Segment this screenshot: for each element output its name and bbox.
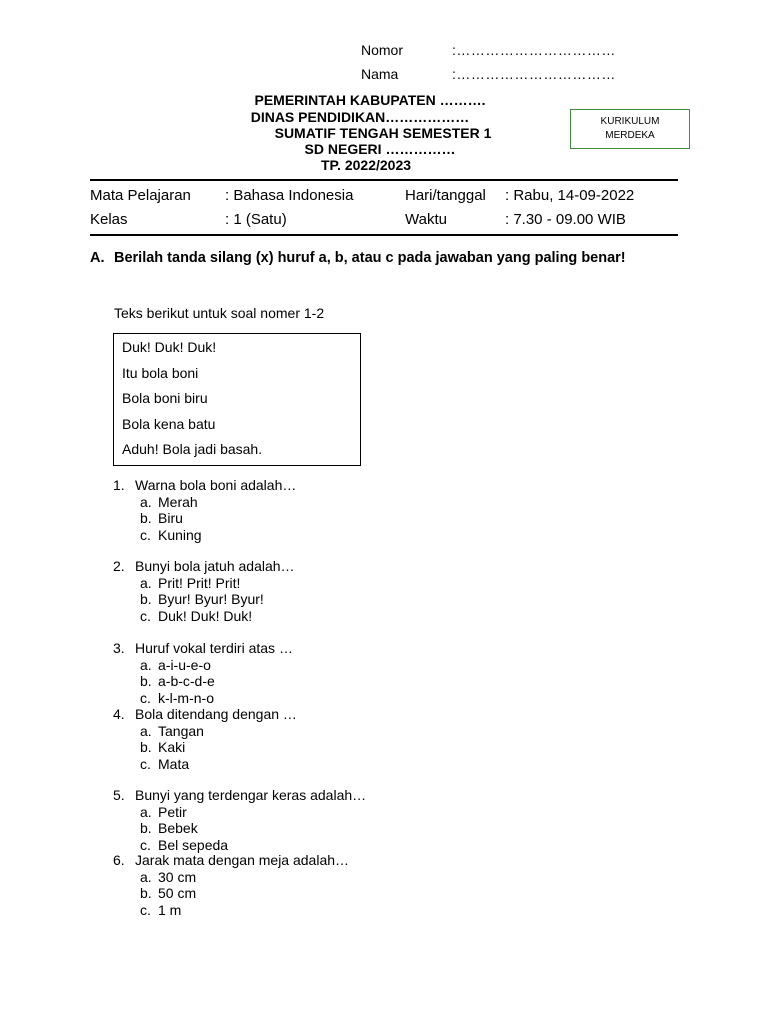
time-label: Waktu bbox=[405, 211, 447, 228]
option-c[interactable]: c. Duk! Duk! Duk! bbox=[140, 607, 253, 624]
passage-line: Duk! Duk! Duk! bbox=[122, 339, 217, 355]
option-b[interactable]: b. a-b-c-d-e bbox=[140, 673, 215, 689]
option-b[interactable]: b. Biru bbox=[140, 510, 183, 526]
header-government: PEMERINTAH KABUPATEN ………. bbox=[254, 92, 486, 108]
option-a[interactable]: a. Tangan bbox=[140, 722, 204, 739]
curriculum-badge bbox=[570, 109, 690, 149]
option-b[interactable]: b. Kaki bbox=[140, 739, 186, 755]
question-text: Warna bola boni adalah… bbox=[135, 477, 297, 493]
section-a-instruction-text: Berilah tanda silang (x) huruf a, b, atau c pada jawaban yang paling benar! bbox=[114, 250, 626, 266]
option-c[interactable]: c. Bel sepeda bbox=[140, 836, 229, 853]
badge-line-1: KURIKULUM bbox=[600, 116, 660, 127]
nomor-label: Nomor bbox=[361, 42, 404, 58]
option-c[interactable]: c. 1 m bbox=[140, 901, 182, 918]
subject-label: Mata Pelajaran bbox=[90, 187, 191, 204]
passage-intro: Teks berikut untuk soal nomer 1-2 bbox=[114, 305, 325, 321]
option-c[interactable]: c. Mata bbox=[140, 755, 190, 772]
header-department: DINAS PENDIDIKAN……………… bbox=[250, 109, 470, 125]
top-divider bbox=[90, 179, 678, 181]
class-label: Kelas bbox=[90, 211, 128, 228]
header-school: SD NEGERI …………… bbox=[304, 141, 456, 157]
option-b[interactable]: b. 50 cm bbox=[140, 885, 197, 901]
option-a[interactable]: a. 30 cm bbox=[140, 868, 197, 885]
option-b[interactable]: b. Bebek bbox=[140, 820, 198, 836]
option-c[interactable]: c. k-l-m-n-o bbox=[140, 689, 214, 706]
class-value: : 1 (Satu) bbox=[225, 211, 287, 228]
option-b[interactable]: b. Byur! Byur! Byur! bbox=[140, 591, 264, 607]
question-number: 2. bbox=[113, 558, 125, 574]
nama-label: Nama bbox=[361, 66, 399, 82]
bottom-divider bbox=[90, 234, 678, 236]
question-number: 1. bbox=[113, 477, 125, 493]
question-number: 3. bbox=[113, 640, 125, 656]
option-a[interactable]: a. Merah bbox=[140, 493, 198, 510]
passage-line: Bola boni biru bbox=[122, 390, 208, 406]
question-text: Jarak mata dengan meja adalah… bbox=[135, 852, 350, 868]
nomor-field[interactable]: :…………………………… bbox=[452, 42, 616, 58]
question-number: 5. bbox=[113, 787, 125, 803]
header-exam-title: SUMATIF TENGAH SEMESTER 1 bbox=[274, 125, 492, 141]
date-value: : Rabu, 14-09-2022 bbox=[505, 187, 635, 204]
option-a[interactable]: a. Prit! Prit! Prit! bbox=[140, 574, 241, 591]
question-text: Bunyi bola jatuh adalah… bbox=[135, 558, 295, 574]
question-text: Huruf vokal terdiri atas … bbox=[135, 640, 293, 656]
question-text: Bunyi yang terdengar keras adalah… bbox=[135, 787, 367, 803]
option-a[interactable]: a. a-i-u-e-o bbox=[140, 656, 211, 673]
passage-line: Itu bola boni bbox=[122, 364, 199, 381]
subject-value: : Bahasa Indonesia bbox=[225, 187, 354, 204]
passage-line: Bola kena batu bbox=[122, 415, 216, 432]
header-school-year: TP. 2022/2023 bbox=[320, 157, 412, 173]
question-text: Bola ditendang dengan … bbox=[135, 706, 297, 722]
option-c[interactable]: c. Kuning bbox=[140, 526, 202, 543]
time-value: : 7.30 - 09.00 WIB bbox=[505, 211, 626, 228]
passage-line: Aduh! Bola jadi basah. bbox=[122, 441, 263, 457]
badge-line-2: MERDEKA bbox=[605, 130, 655, 141]
passage-box bbox=[113, 333, 361, 466]
section-a-number: A. bbox=[90, 250, 105, 266]
nama-field[interactable]: :…………………………… bbox=[452, 66, 616, 82]
date-label: Hari/tanggal bbox=[405, 187, 486, 204]
question-number: 6. bbox=[113, 852, 125, 868]
option-a[interactable]: a. Petir bbox=[140, 803, 187, 820]
question-number: 4. bbox=[113, 706, 125, 722]
